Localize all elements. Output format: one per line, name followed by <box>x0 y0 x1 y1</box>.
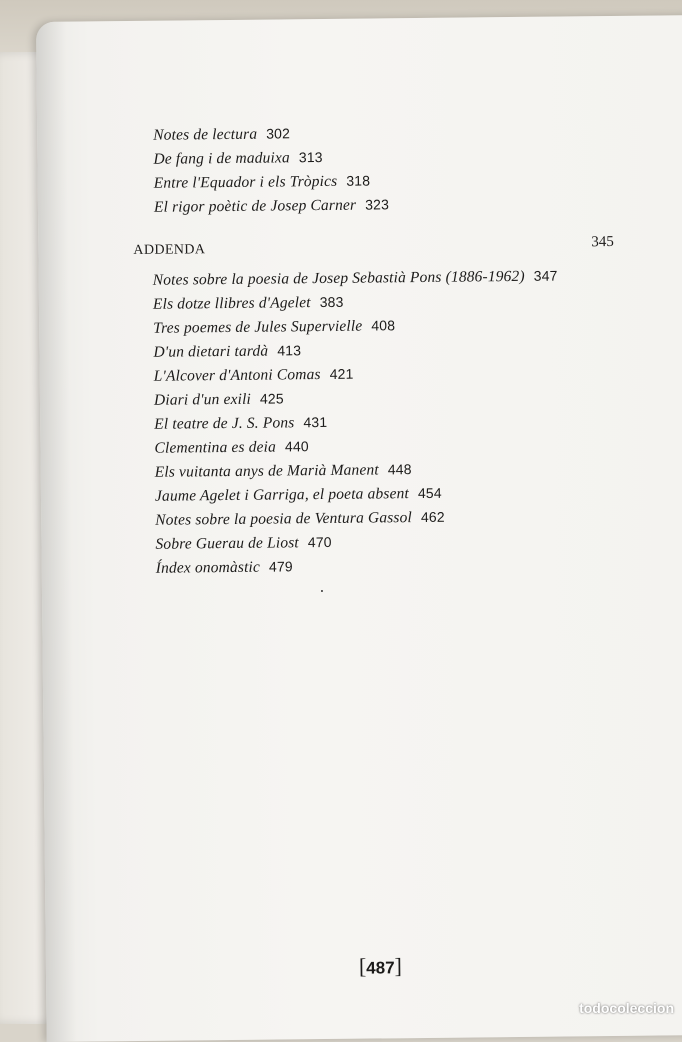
toc-entry-page: 318 <box>346 172 371 189</box>
close-bracket: ] <box>394 953 403 979</box>
open-bracket: [ <box>358 953 367 979</box>
section-page: 345 <box>591 233 614 251</box>
toc-entry-page: 421 <box>329 365 354 382</box>
toc-entry-page: 425 <box>259 390 284 407</box>
toc-entry-page: 323 <box>365 196 390 213</box>
book-page <box>36 15 682 1042</box>
toc-entry <box>155 534 331 554</box>
toc-entry-title: L'Alcover d'Antoni Comas <box>153 366 321 385</box>
toc-entry-page: 313 <box>298 149 323 166</box>
toc-entry-title: Índex onomàstic <box>155 558 261 577</box>
toc-entry-page: 413 <box>277 342 302 359</box>
section-title: ADDENDA <box>133 242 206 258</box>
toc-entry <box>154 438 309 458</box>
toc-entry-title: Tres poemes de Jules Supervielle <box>153 317 363 337</box>
page-number-value: 487 <box>366 958 395 978</box>
toc-entry <box>154 390 284 409</box>
toc-entry <box>153 125 290 144</box>
toc-entry-page: 440 <box>284 438 309 455</box>
toc-entry-title: Notes sobre la poesia de Ventura Gassol <box>155 509 413 529</box>
toc-entry-title: Notes de lectura <box>153 125 258 144</box>
toc-entry-page: 479 <box>268 558 293 575</box>
toc-entry-title: De fang i de maduixa <box>153 149 290 168</box>
toc-entry-title: El rigor poètic de Josep Carner <box>153 196 357 216</box>
toc-entry-title: Entre l'Equador i els Tròpics <box>153 172 338 192</box>
toc-entry <box>154 366 354 386</box>
toc-entry-title: Clementina es deia <box>154 438 277 457</box>
toc-entry-title: Diari d'un exili <box>153 390 252 409</box>
toc-entry-page: 462 <box>420 508 445 525</box>
toc-entry-page: 448 <box>387 461 412 478</box>
toc-entry <box>153 149 322 169</box>
toc-entry-title: Els dotze llibres d'Agelet <box>152 294 311 313</box>
toc-entry <box>153 268 558 290</box>
toc-entry <box>154 414 327 434</box>
toc-entry <box>153 317 395 338</box>
toc-entry-page: 470 <box>307 533 332 551</box>
toc-entry-title: Sobre Guerau de Liost <box>155 534 299 553</box>
toc-entry <box>155 509 445 530</box>
toc-entry-page: 454 <box>417 484 442 502</box>
toc-entry <box>154 196 389 216</box>
page-number <box>359 953 402 979</box>
table-of-contents <box>36 15 682 1042</box>
toc-entry <box>154 173 371 193</box>
toc-entry-title: D'un dietari tardà <box>153 342 269 361</box>
toc-entry-page: 383 <box>319 293 344 311</box>
toc-entry-page: 431 <box>303 413 328 431</box>
toc-entry-title: El teatre de J. S. Pons <box>154 414 295 433</box>
toc-entry <box>153 342 301 362</box>
toc-entry <box>155 485 442 506</box>
toc-entry-title: Notes sobre la poesia de Josep Sebastià Pons (1886-1962) <box>152 267 525 289</box>
toc-entry-title: Jaume Agelet i Garriga, el poeta absent <box>154 485 410 505</box>
toc-entry <box>156 558 293 577</box>
toc-entry <box>153 294 344 314</box>
toc-entry-page: 347 <box>533 267 558 284</box>
toc-entry-page: 408 <box>371 317 396 334</box>
toc-entry-page: 302 <box>266 125 291 142</box>
ink-dot <box>321 590 323 592</box>
toc-entry <box>155 461 412 482</box>
watermark-logo: todocoleccion <box>579 1000 674 1016</box>
toc-entry-title: Els vuitanta anys de Marià Manent <box>154 461 379 481</box>
